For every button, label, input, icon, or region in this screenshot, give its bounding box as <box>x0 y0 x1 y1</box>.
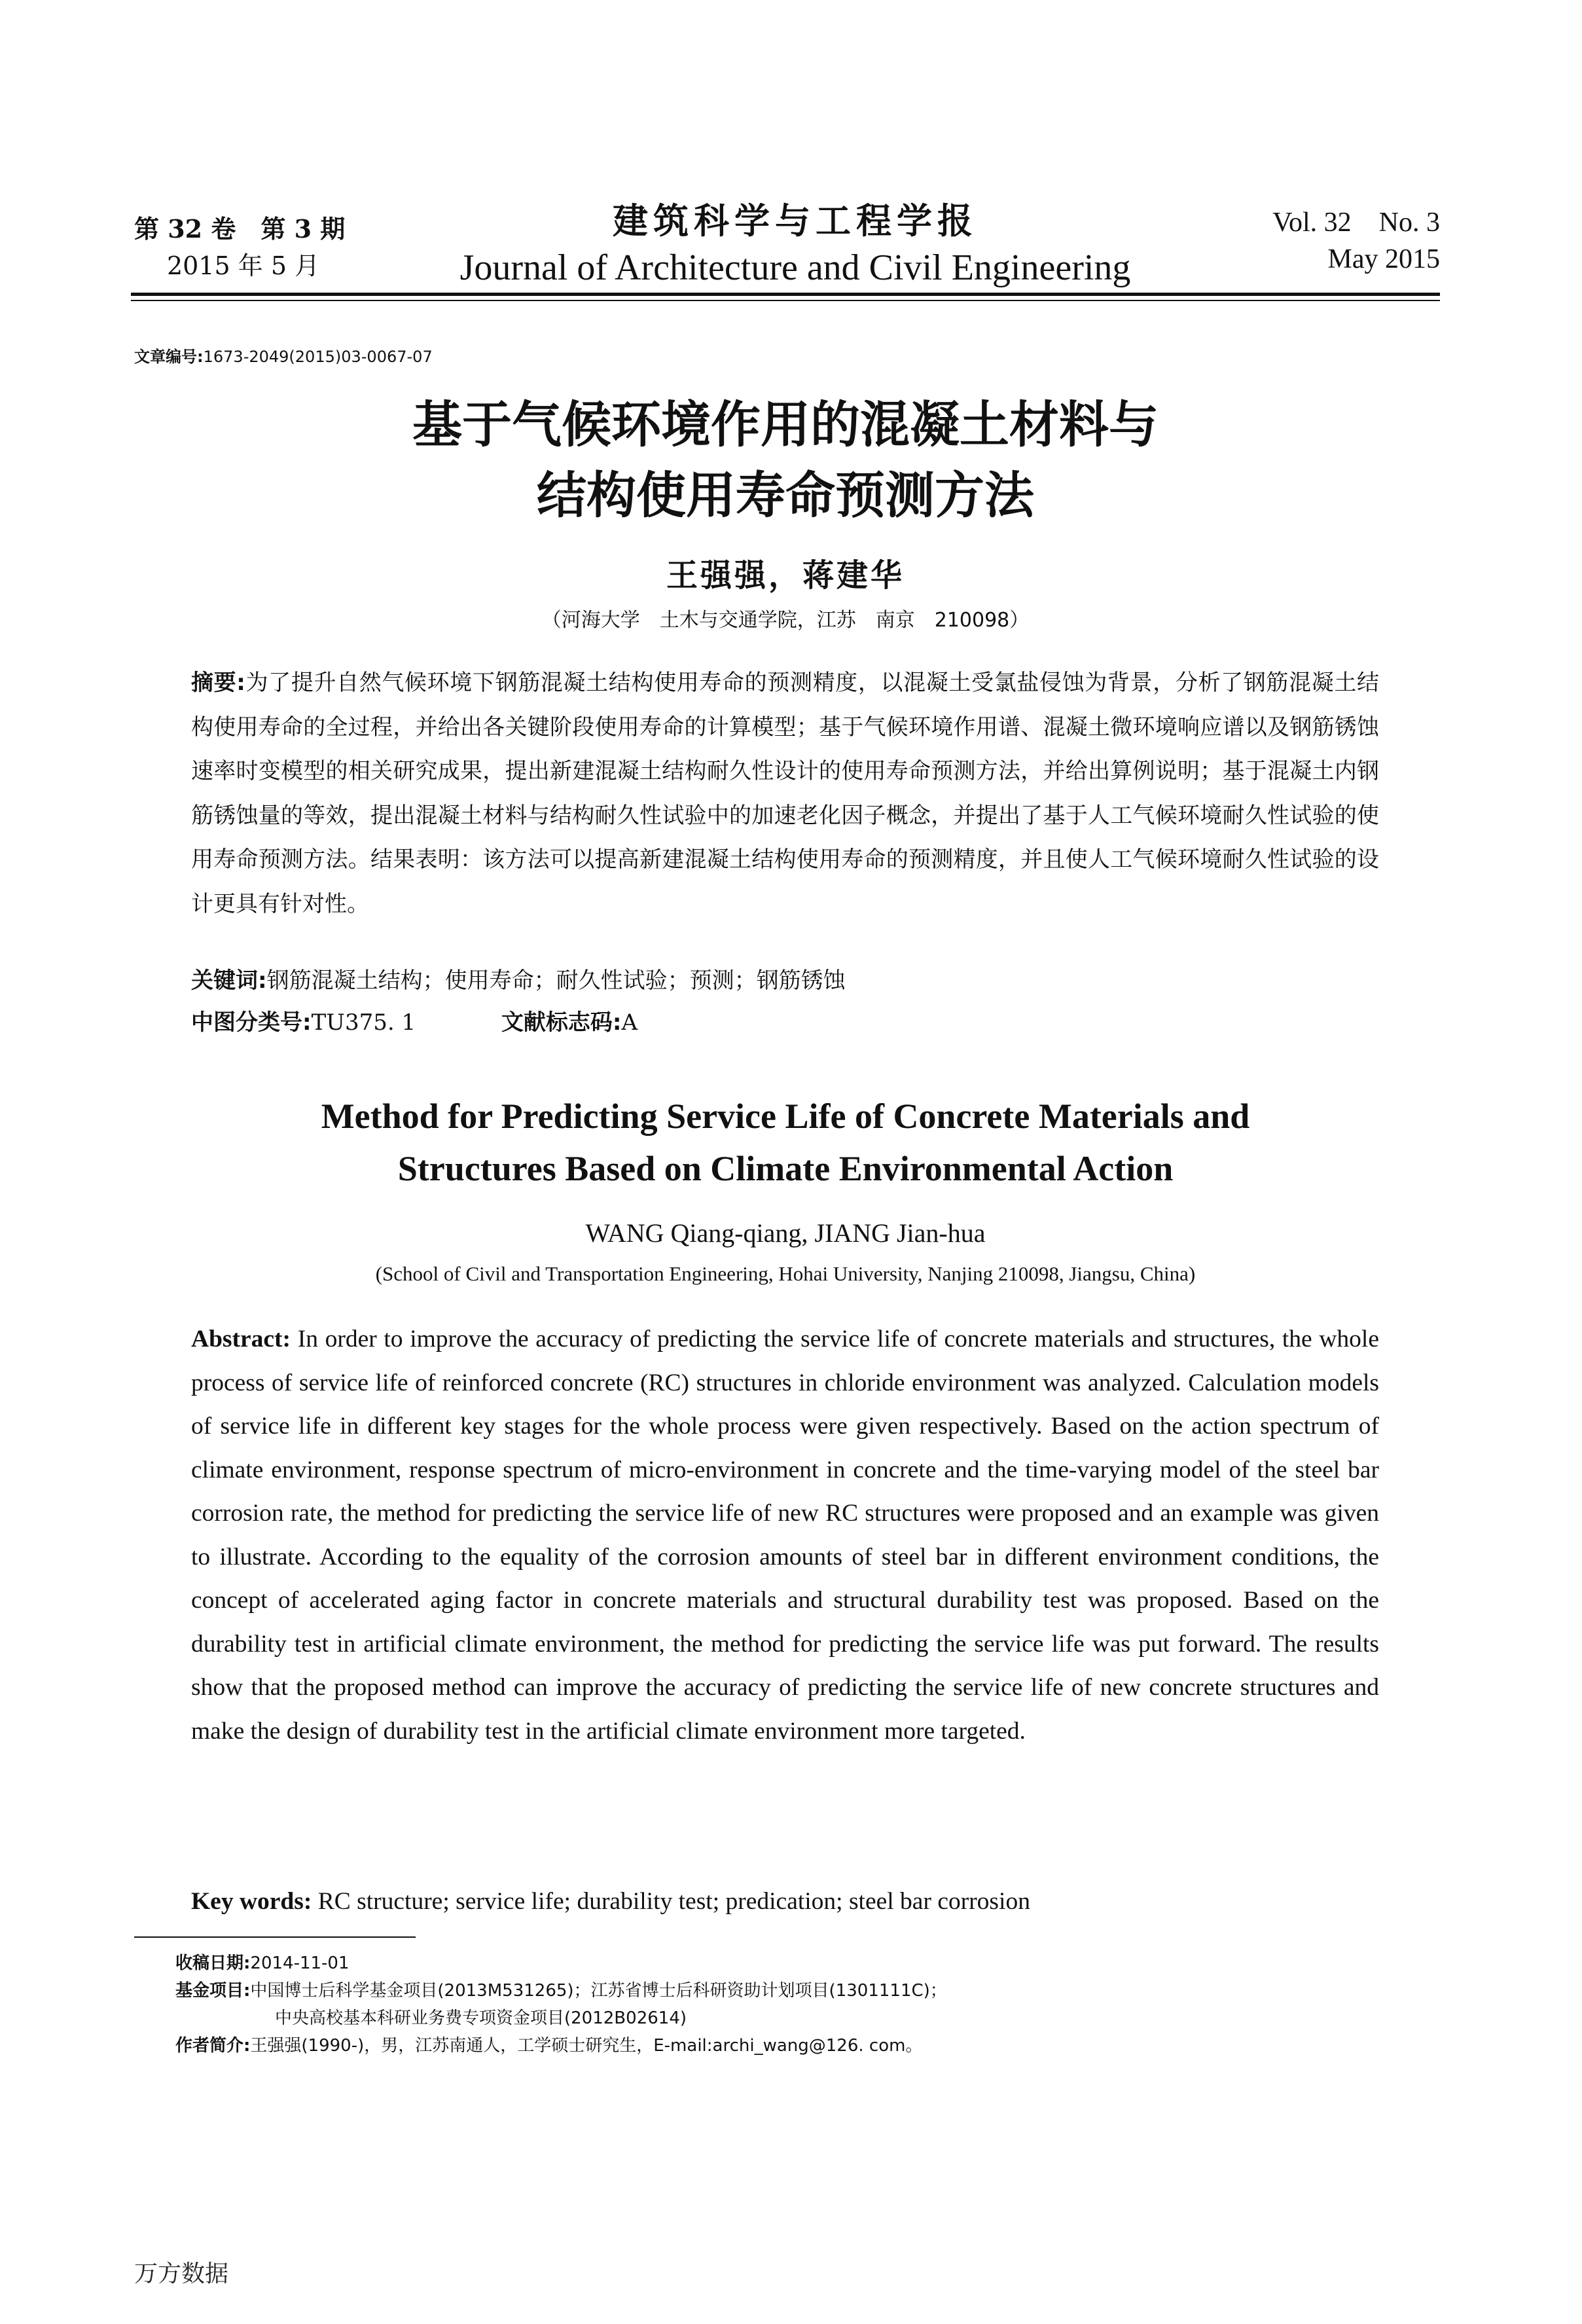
article-number-value: 1673-2049(2015)03-0067-07 <box>203 348 433 366</box>
volume-issue-cn: 第 32 卷 第 3 期 <box>134 214 346 244</box>
author-bio-label: 作者简介: <box>175 2036 251 2056</box>
keywords-cn-label: 关键词: <box>191 968 267 994</box>
article-number <box>134 344 433 367</box>
date-en: May 2015 <box>1327 244 1440 274</box>
keywords-en-label: Key words: <box>191 1888 312 1915</box>
keywords-cn-text: 钢筋混凝土结构；使用寿命；耐久性试验；预测；钢筋锈蚀 <box>266 968 846 994</box>
received-date <box>175 1950 947 1977</box>
journal-name <box>393 196 1198 291</box>
header-rule-thin <box>131 300 1440 301</box>
clc-value: TU375. 1 <box>311 1009 416 1036</box>
footnote-rule <box>134 1936 416 1938</box>
authors-en: WANG Qiang-qiang, JIANG Jian-hua <box>585 1218 986 1248</box>
keywords-cn <box>191 961 1379 1000</box>
abstract-cn-text: 为了提升自然气候环境下钢筋混凝土结构使用寿命的预测精度，以混凝土受氯盐侵蚀为背景，分析了钢筋混凝土结构使用寿命的全过程，并给出各关键阶段使用寿命的计算模型；基于气候环境作用谱、混凝土微环境响应谱以及钢筋锈蚀速率时变模型的相关研究成果，提出新建混凝土结构耐久性设计的使用寿命预测方法，并给出算例说明；基于混凝土内钢筋锈蚀量的等效，提出混凝土材料与结构耐久性试验中的加速老化因子概念，并提出了基于人工气候环境耐久性试验的使用寿命预测方法。结果表明：该方法可以提高新建混凝土结构使用寿命的预测精度，并且使人工气候环境耐久性试验的设计更具有针对性。 <box>191 670 1379 917</box>
journal-name-cn: 建筑科学与工程学报 <box>613 200 978 242</box>
doc-code-label: 文献标志码: <box>501 1009 622 1036</box>
affiliation-en: (School of Civil and Transportation Engineering, Hohai University, Nanjing 210098, Jiangsu, China) <box>375 1262 1196 1285</box>
affiliation-cn: （河海大学 土木与交通学院，江苏 南京 210098） <box>541 609 1030 632</box>
received-value: 2014-11-01 <box>250 1953 350 1973</box>
abstract-cn-label: 摘要: <box>191 670 245 696</box>
classification-cn <box>191 1003 638 1042</box>
abstract-en <box>191 1318 1379 1753</box>
abstract-en-text: In order to improve the accuracy of predicting the service life of concrete materials and structures, the whole process of service life of reinforced concrete (RC) structures in chloride environment was analyzed. Calculation models of service life in different key stages for the whole process were given respectively. Based on the action spectrum of climate environment, response spectrum of micro-environment in concrete and the time-varying model of the steel bar corrosion rate, the method for predicting the service life of new RC structures were proposed and an example was given to illustrate. According to the equality of the corrosion amounts of steel bar in different environment conditions, the concept of accelerated aging factor in concrete materials and structural durability test was proposed. Based on the durability test in artificial climate environment, the method for predicting the service life was put forward. The results show that the proposed method can improve the accuracy of predicting the service life of new concrete structures and make the design of durability test in the artificial climate environment more targeted. <box>191 1326 1379 1745</box>
abstract-en-label: Abstract: <box>191 1326 291 1353</box>
watermark: 万方数据 <box>134 2260 229 2287</box>
footnotes <box>175 1950 947 2060</box>
title-en-line1: Method for Predicting Service Life of Concrete Materials and <box>321 1097 1250 1136</box>
volume-issue-en: Vol. 32 No. 3 <box>1272 208 1440 238</box>
article-number-label: 文章编号: <box>134 348 204 366</box>
journal-issue-info-en <box>1231 204 1440 278</box>
fund-line2: 中央高校基本科研业务费专项资金项目(2012B02614) <box>275 2008 687 2028</box>
date-cn: 2015 年 5 月 <box>167 251 320 280</box>
keywords-en-text: RC structure; service life; durability test; predication; steel bar corrosion <box>317 1888 1030 1915</box>
journal-issue-info-cn <box>134 211 345 284</box>
authors-cn: 王强强，蒋建华 <box>666 557 905 594</box>
title-en <box>196 1090 1375 1195</box>
title-en-line2: Structures Based on Climate Environmental Action <box>397 1149 1174 1188</box>
journal-name-en: Journal of Architecture and Civil Engineering <box>459 247 1131 288</box>
author-bio-value: 王强强(1990-)，男，江苏南通人，工学硕士研究生，E-mail:archi_wang@126. com。 <box>250 2036 923 2056</box>
received-label: 收稿日期: <box>175 1953 251 1973</box>
abstract-cn <box>191 661 1379 926</box>
header-rule-thick <box>131 293 1440 296</box>
fund-info <box>175 1977 947 2005</box>
author-bio <box>175 2032 947 2060</box>
clc-label: 中图分类号: <box>191 1009 312 1036</box>
fund-line1: 中国博士后科学基金项目(2013M531265)；江苏省博士后科研资助计划项目(1301111C)； <box>250 1981 947 2001</box>
title-cn-line1: 基于气候环境作用的混凝土材料与 <box>412 395 1159 454</box>
doc-code-value: A <box>621 1009 638 1036</box>
title-cn <box>196 390 1375 531</box>
fund-label: 基金项目: <box>175 1981 251 2001</box>
title-cn-line2: 结构使用寿命预测方法 <box>537 466 1034 524</box>
keywords-en <box>191 1882 1379 1921</box>
